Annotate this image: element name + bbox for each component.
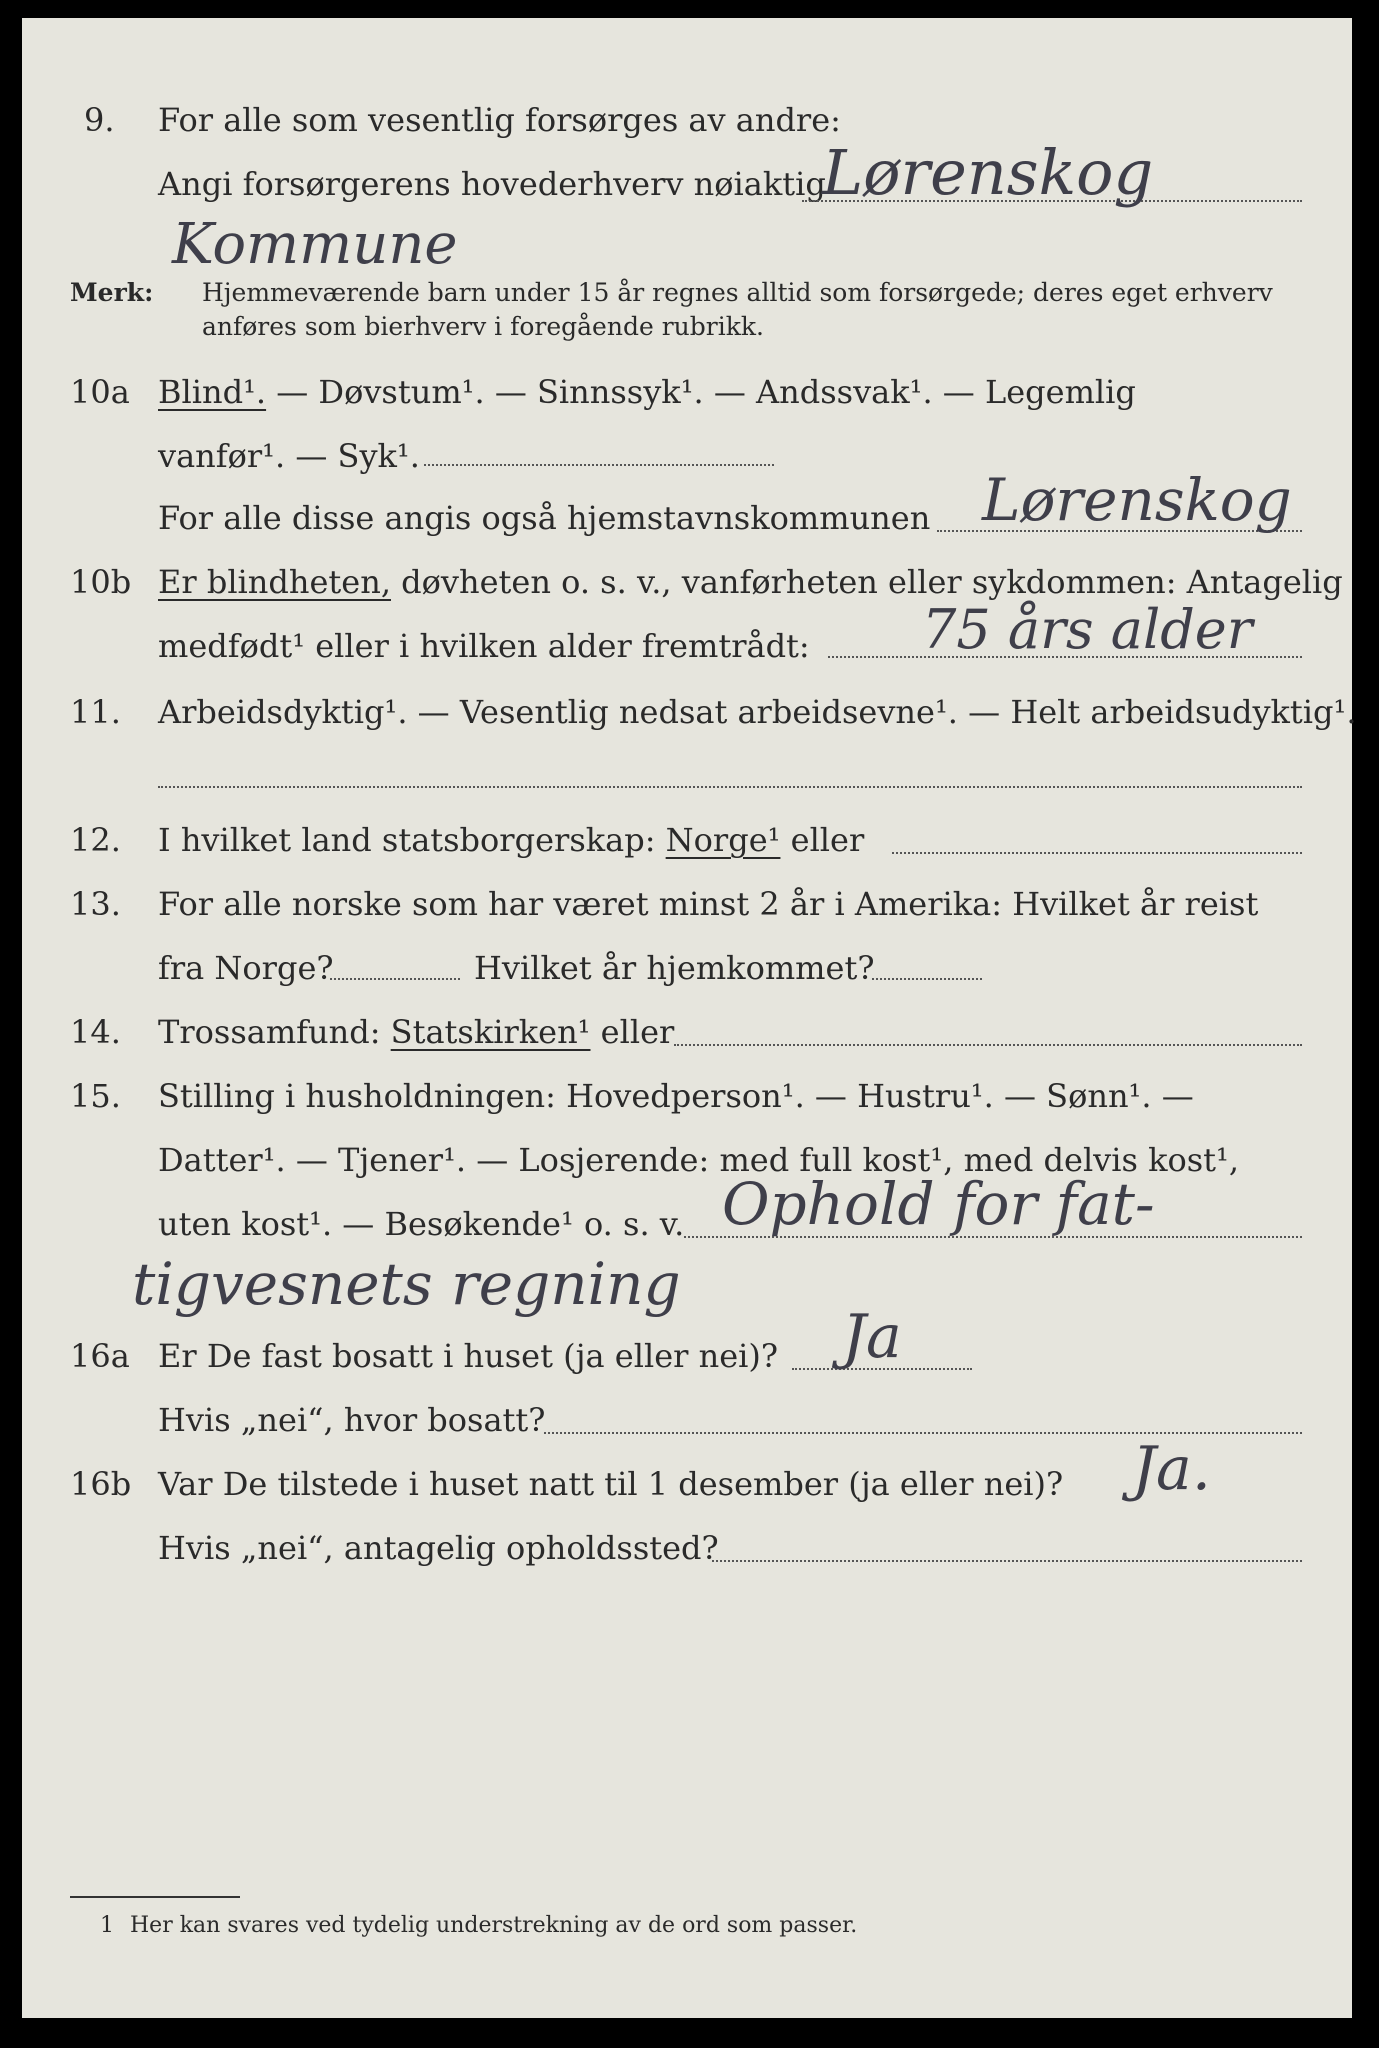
q12-norge-underlined: Norge¹ bbox=[665, 821, 781, 859]
q9-line1: For alle som vesentlig forsørges av andre: bbox=[158, 101, 841, 139]
q14-number: 14. bbox=[70, 1013, 121, 1051]
q12-answer-line bbox=[892, 852, 1302, 854]
q10a-line3: For alle disse angis også hjemstavnskommunen bbox=[158, 499, 931, 537]
q14-answer-line bbox=[674, 1044, 1302, 1046]
q10a-line2-blank bbox=[424, 464, 774, 466]
q13-line2a: fra Norge? bbox=[158, 949, 334, 987]
q13-number: 13. bbox=[70, 885, 121, 923]
q10b-line1 bbox=[158, 562, 1343, 602]
q14-eller: eller bbox=[600, 1013, 675, 1051]
q15-number: 15. bbox=[70, 1077, 121, 1115]
q12-eller: eller bbox=[790, 821, 865, 859]
q14-statskirken-underlined: Statskirken¹ bbox=[390, 1013, 591, 1051]
q15-answer-line2: tigvesnets regning bbox=[132, 1250, 681, 1318]
footnote-rule bbox=[70, 1896, 240, 1898]
q10a-line1 bbox=[158, 372, 1136, 412]
q16a-number: 16a bbox=[70, 1337, 130, 1375]
q10a-blind-underlined: Blind¹. bbox=[158, 373, 267, 411]
q15-line3: uten kost¹. — Besøkende¹ o. s. v. bbox=[158, 1205, 685, 1243]
q10a-line1-rest: — Døvstum¹. — Sinnssyk¹. — Andssvak¹. — Legemlig bbox=[276, 373, 1136, 411]
q11-answer-line bbox=[158, 786, 1302, 788]
q10a-line2: vanfør¹. — Syk¹. bbox=[158, 437, 420, 475]
q15-line1: Stilling i husholdningen: Hovedperson¹. — Hustru¹. — Sønn¹. — bbox=[158, 1077, 1194, 1115]
q13-line2b: Hvilket år hjemkommet? bbox=[474, 949, 875, 987]
q16a-line2: Hvis „nei“, hvor bosatt? bbox=[158, 1401, 546, 1439]
q14-line bbox=[158, 1012, 674, 1052]
q9-number: 9. bbox=[84, 101, 115, 139]
q15-line2: Datter¹. — Tjener¹. — Losjerende: med full kost¹, med delvis kost¹, bbox=[158, 1141, 1240, 1179]
q16b-line2: Hvis „nei“, antagelig opholdssted? bbox=[158, 1529, 719, 1567]
q10b-line1-rest: døvheten o. s. v., vanførheten eller sykdommen: Antagelig bbox=[401, 563, 1343, 601]
q13-reist-line bbox=[330, 978, 460, 980]
q16a-line1: Er De fast bosatt i huset (ja eller nei)? bbox=[158, 1337, 779, 1375]
q13-line1: For alle norske som har været minst 2 år i Amerika: Hvilket år reist bbox=[158, 885, 1259, 923]
q16b-number: 16b bbox=[70, 1465, 132, 1503]
footnote-mark: 1 bbox=[100, 1913, 114, 1938]
q16b-answer: Ja. bbox=[1132, 1434, 1211, 1504]
q13-hjemkommet-line bbox=[872, 978, 982, 980]
q12-line bbox=[158, 820, 864, 860]
q10b-blindheten-underlined: Er blindheten, bbox=[158, 563, 391, 601]
q15-answer-line1: Ophold for fat- bbox=[722, 1170, 1155, 1238]
q16b-line1: Var De tilstede i huset natt til 1 desember (ja eller nei)? bbox=[158, 1465, 1064, 1503]
q11-number: 11. bbox=[70, 693, 121, 731]
q9-answer-continuation: Kommune bbox=[172, 212, 458, 277]
q10b-number: 10b bbox=[70, 563, 132, 601]
q11-line1: Arbeidsdyktig¹. — Vesentlig nedsat arbeidsevne¹. — Helt arbeidsudyktig¹. bbox=[158, 693, 1357, 731]
q14-text: Trossamfund: bbox=[158, 1013, 381, 1051]
q16b-opholdssted-line bbox=[712, 1560, 1302, 1562]
q9-answer-occupation: Lørenskog bbox=[822, 136, 1154, 209]
q10b-line2: medfødt¹ eller i hvilken alder fremtrådt: bbox=[158, 627, 810, 665]
merk-label: Merk: bbox=[70, 278, 154, 307]
merk-line2: anføres som bierhverv i foregående rubrikk. bbox=[202, 312, 764, 341]
merk-line1: Hjemmeværende barn under 15 år regnes alltid som forsørgede; deres eget erhverv bbox=[202, 278, 1273, 307]
q12-text: I hvilket land statsborgerskap: bbox=[158, 821, 656, 859]
q12-number: 12. bbox=[70, 821, 121, 859]
census-form-page bbox=[22, 18, 1357, 2018]
q10b-answer: 75 års alder bbox=[922, 598, 1253, 661]
q16a-answer: Ja bbox=[842, 1302, 902, 1372]
q9-line2: Angi forsørgerens hovederhverv nøiaktig bbox=[158, 165, 826, 203]
q10a-number: 10a bbox=[70, 373, 130, 411]
q10a-answer: Lørenskog bbox=[982, 466, 1292, 534]
footnote-text: Her kan svares ved tydelig understrekning av de ord som passer. bbox=[130, 1913, 858, 1938]
